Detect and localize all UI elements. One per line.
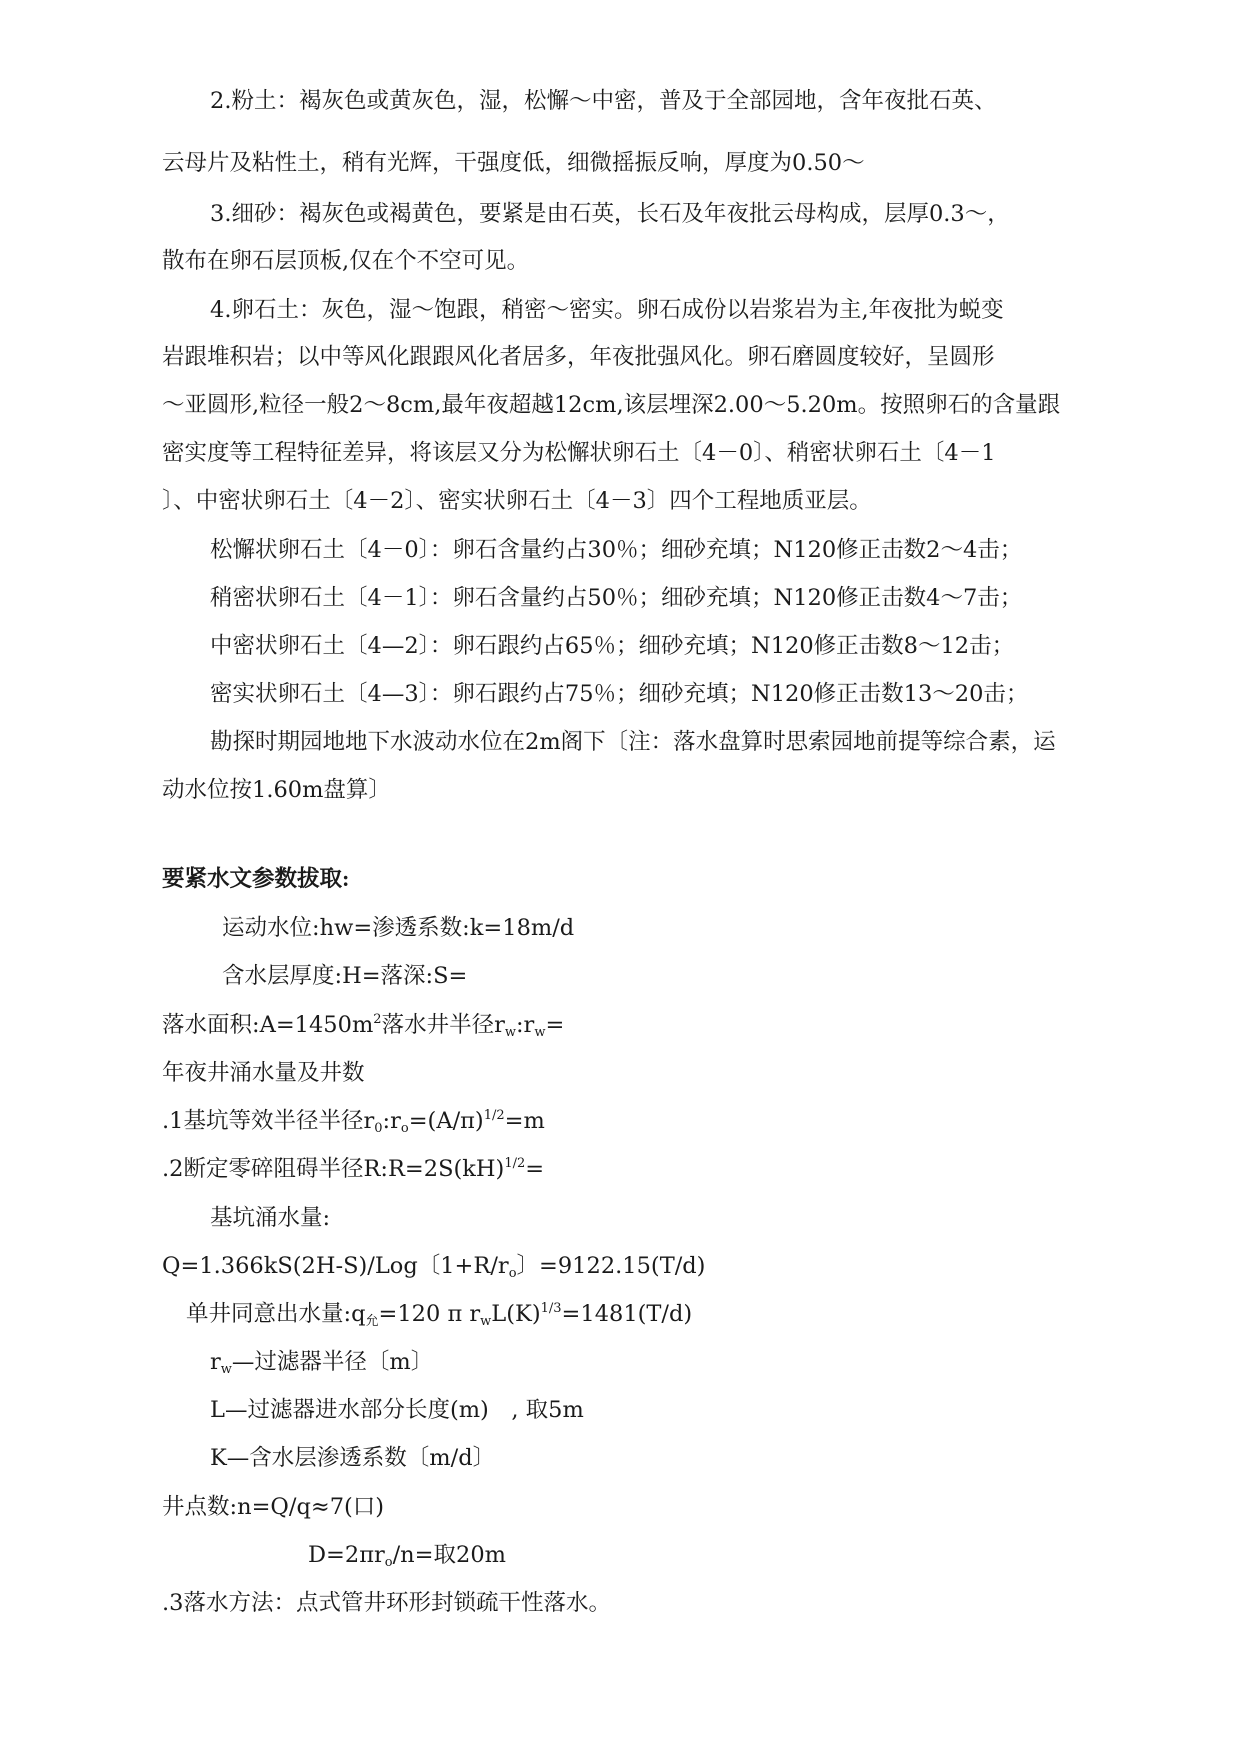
paragraph-fine-sand-line2: 散布在卵石层顶板,仅在个不空可见。: [162, 248, 530, 274]
sublayer-dense: 密实状卵石土〔4—3〕：卵石跟约占75％；细砂充填；N120修正击数13～20击；: [210, 681, 1029, 707]
def-permeability: K—含水层渗透系数〔m/d〕: [210, 1445, 496, 1471]
param-water-level: 运动水位:hw=渗透系数:k=18m/d: [222, 915, 575, 941]
paragraph-pebble-line4: 密实度等工程特征差异，将该层又分为松懈状卵石土〔4－0〕、稍密状卵石土〔4－1: [162, 440, 996, 466]
def-filter-length: L—过滤器进水部分长度(m) , 取5m: [210, 1397, 584, 1423]
paragraph-pebble-line5: 〕、中密状卵石土〔4－2〕、密实状卵石土〔4－3〕四个工程地质亚层。: [162, 488, 872, 514]
paragraph-pebble-line2: 岩跟堆积岩；以中等风化跟跟风化者居多，年夜批强风化。卵石磨圆度较好，呈圆形: [162, 344, 995, 370]
sublayer-medium-dense: 中密状卵石土〔4—2〕：卵石跟约占65％；细砂充填；N120修正击数8～12击；: [210, 633, 1015, 659]
formula-well-count: 井点数:n=Q/q≈7(口): [162, 1494, 385, 1520]
paragraph-silt-line1: 2.粉土：褐灰色或黄灰色，湿，松懈～中密，普及于全部园地，含年夜批石英、: [210, 88, 997, 114]
formula-single-well-yield: 单井同意出水量$:q_允=120$ π $r_wL(K)^{1/3}=1481(T/d)$: [186, 1301, 693, 1329]
dewatering-method: .3落水方法：点式管井环形封锁疏干性落水。: [162, 1590, 611, 1616]
sublayer-loose: 松懈状卵石土〔4－0〕：卵石含量约占30％；细砂充填；N120修正击数2～4击；: [210, 537, 1023, 563]
groundwater-line1: 勘探时期园地地下水波动水位在2m阁下〔注：落水盘算时思索园地前提等综合素，运: [210, 729, 1056, 755]
paragraph-pebble-line3: ～亚圆形,粒径一般2～8cm,最年夜超越12cm,该层埋深2.00～5.20m。按照卵石的含量跟: [162, 392, 1061, 418]
formula-pit-inflow: Q=1.366kS(2H-S)/Log〔$1+R/r_o$〕=9122.15(T/d): [162, 1253, 706, 1281]
param-aquifer-thickness: 含水层厚度:H=落深:S=: [222, 963, 468, 989]
param-area-radius: 落水面积$:A=1450m^2$落水井半径$r_w:r_w=$: [162, 1012, 565, 1040]
section-heading: 要紧水文参数拔取:: [162, 866, 350, 891]
formula-well-spacing: $D=2\pi r_o/n=$取20m: [308, 1542, 506, 1570]
formula-equivalent-radius: .1基坑等效半径半径$r_0:r_o=(A/\pi)^{1/2}=m$: [162, 1108, 545, 1136]
sublayer-slightly-dense: 稍密状卵石土〔4－1〕：卵石含量约占50％；细砂充填；N120修正击数4～7击；: [210, 585, 1023, 611]
paragraph-pebble-line1: 4.卵石土：灰色，湿～饱跟，稍密～密实。卵石成份以岩浆岩为主,年夜批为蜕变: [210, 297, 1004, 323]
groundwater-line2: 动水位按1.60m盘算〕: [162, 777, 391, 803]
def-filter-radius: $r_w—$过滤器半径〔m〕: [210, 1349, 434, 1377]
label-pit-inflow: 基坑涌水量:: [210, 1205, 331, 1231]
formula-influence-radius: .2断定零碎阻碍半径R:R=2S(kH)$^{1/2}$=: [162, 1156, 545, 1182]
paragraph-fine-sand-line1: 3.细砂：褐灰色或褐黄色，要紧是由石英，长石及年夜批云母构成，层厚0.3～，: [210, 201, 1010, 227]
paragraph-silt-line2: 云母片及粘性土，稍有光辉，干强度低，细微摇振反响，厚度为0.50～: [162, 150, 865, 176]
param-well-inflow: 年夜井涌水量及井数: [162, 1060, 365, 1086]
